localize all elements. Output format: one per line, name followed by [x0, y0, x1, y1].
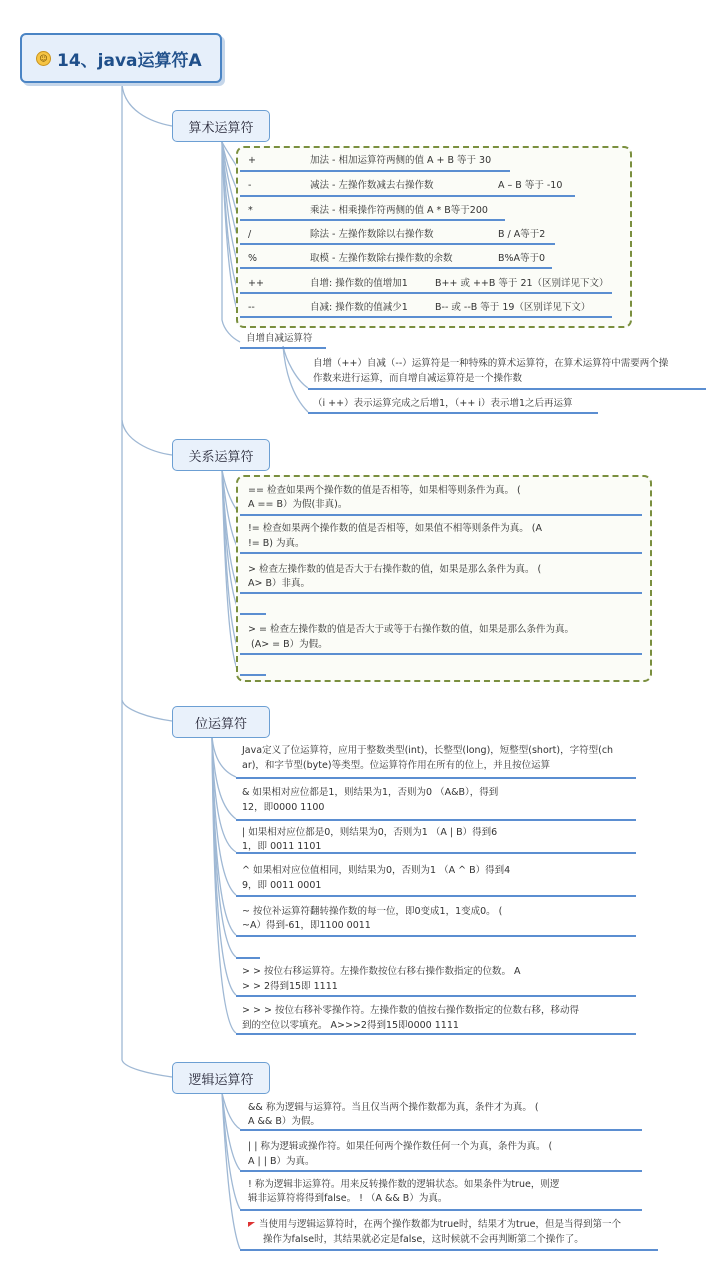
operator-symbol: % [248, 253, 258, 264]
logic-row-line1[interactable]: && 称为逻辑与运算符。当且仅当两个操作数都为真，条件才为真。 ( [248, 1102, 539, 1113]
operator-desc: 除法 - 左操作数除以右操作数 [310, 229, 434, 240]
bit-row-line2: 9，即 0011 0001 [242, 880, 322, 891]
logic-note-line1[interactable] [248, 1218, 621, 1232]
operator-symbol: + [248, 155, 256, 166]
arith-row[interactable] [248, 154, 491, 168]
operator-example: B++ 或 ++B 等于 21（区别详见下文） [435, 278, 609, 289]
logic-note-line2: 操作为false时，其结果就必定是false，这时候就不会再判断第二个操作了。 [263, 1234, 584, 1245]
operator-desc: 自减: 操作数的值减少1 [310, 302, 408, 313]
bit-row-line2: 到的空位以零填充。 A>>>2得到15即0000 1111 [242, 1020, 459, 1031]
red-flag-icon [248, 1222, 255, 1227]
operator-example: B-- 或 --B 等于 19（区别详见下文） [435, 302, 591, 313]
bit-row-line1[interactable]: & 如果相对应位都是1，则结果为1，否则为0 （A&B），得到 [242, 787, 499, 798]
relation-row-line2: A == B）为假(非真)。 [248, 499, 348, 510]
bit-row-line1[interactable]: ^ 如果相对应位值相同，则结果为0，否则为1 （A ^ B）得到4 [242, 865, 511, 876]
bit-row-line2: > > 2得到15即 1111 [242, 981, 338, 992]
bit-row-line1[interactable]: | 如果相对应位都是0，则结果为0，否则为1 （A | B）得到6 [242, 827, 498, 838]
relation-row-line1[interactable]: != 检查如果两个操作数的值是否相等，如果值不相等则条件为真。 (A [248, 523, 543, 534]
relation-row-line1[interactable]: == 检查如果两个操作数的值是否相等，如果相等则条件为真。 ( [248, 485, 521, 496]
logic-row-line1[interactable]: | | 称为逻辑或操作符。如果任何两个操作数任何一个为真，条件为真。 ( [248, 1141, 553, 1152]
incdec-label[interactable]: 自增自减运算符 [246, 333, 313, 344]
operator-desc: 减法 - 左操作数减去右操作数 [310, 180, 434, 191]
incdec-note: （i ++）表示运算完成之后增1，（++ i）表示增1之后再运算 [313, 398, 573, 409]
operator-example: A – B 等于 -10 [498, 180, 563, 191]
logic-row-line2: A && B）为假。 [248, 1116, 320, 1127]
operator-desc: 自增: 操作数的值增加1 [310, 278, 408, 289]
relation-row-line1[interactable]: > = 检查左操作数的值是否大于或等于右操作数的值，如果是那么条件为真。 [248, 624, 574, 635]
bit-intro-line2: ar)，和字节型(byte)等类型。位运算符作用在所有的位上，并且按位运算 [242, 760, 551, 771]
relation-row-line2: (A> = B）为假。 [251, 639, 328, 650]
operator-desc: 加法 - 相加运算符两侧的值 A + B 等于 30 [310, 155, 492, 166]
logic-note-text: 当使用与逻辑运算符时，在两个操作数都为true时，结果才为true，但是当得到第一个 [259, 1219, 621, 1230]
operator-symbol: - [248, 180, 252, 191]
operator-symbol: / [248, 229, 252, 240]
bit-row-line1[interactable]: ~ 按位补运算符翻转操作数的每一位，即0变成1，1变成0。 ( [242, 906, 503, 917]
operator-symbol: * [248, 205, 253, 216]
logic-row-line2: 辑非运算符将得到false。 ! （A && B）为真。 [248, 1193, 448, 1204]
operator-example: B%A等于0 [498, 253, 546, 264]
operator-symbol: ++ [248, 278, 264, 289]
incdec-desc-line1: 自增（++）自减（--）运算符是一种特殊的算术运算符，在算术运算符中需要两个操 [313, 358, 669, 369]
arith-row[interactable] [248, 228, 545, 242]
operator-desc: 取模 - 左操作数除右操作数的余数 [310, 253, 453, 264]
arith-row[interactable] [248, 204, 488, 218]
operator-desc: 乘法 - 相乘操作符两侧的值 A * B等于200 [310, 205, 488, 216]
topic-arithmetic[interactable]: 算术运算符 [172, 110, 270, 142]
logic-row-line2: A | | B）为真。 [248, 1156, 315, 1167]
relation-row-line1[interactable]: > 检查左操作数的值是否大于右操作数的值，如果是那么条件为真。 ( [248, 564, 542, 575]
arith-row[interactable] [248, 301, 590, 315]
topic-relational[interactable]: 关系运算符 [172, 439, 270, 471]
relation-row-line2: A> B）非真。 [248, 578, 310, 589]
smiley-icon: ☺ [36, 51, 51, 66]
topic-bitwise[interactable]: 位运算符 [172, 706, 270, 738]
arith-row[interactable] [248, 252, 545, 266]
operator-example: B / A等于2 [498, 229, 546, 240]
bit-row-line2: ~A）得到-61，即1100 0011 [242, 920, 371, 931]
root-topic[interactable] [20, 33, 222, 83]
logic-row-line1[interactable]: ! 称为逻辑非运算符。用来反转操作数的逻辑状态。如果条件为true，则逻 [248, 1179, 560, 1190]
operator-symbol: -- [248, 302, 255, 313]
bit-intro-line1[interactable]: Java定义了位运算符，应用于整数类型(int)，长整型(long)，短整型(short)，字符型(ch [242, 745, 614, 756]
incdec-desc-line2: 作数来进行运算，而自增自减运算符是一个操作数 [313, 373, 523, 384]
relation-row-line2: != B) 为真。 [248, 538, 305, 549]
root-title: 14、java运算符A [57, 50, 202, 71]
bit-row-line2: 12，即0000 1100 [242, 802, 325, 813]
bit-row-line1[interactable]: > > > 按位右移补零操作符。左操作数的值按右操作数指定的位数右移，移动得 [242, 1005, 579, 1016]
arith-row[interactable] [248, 179, 562, 193]
bit-row-line1[interactable]: > > 按位右移运算符。左操作数按位右移右操作数指定的位数。 A [242, 966, 521, 977]
bit-row-line2: 1，即 0011 1101 [242, 841, 322, 852]
topic-logical[interactable]: 逻辑运算符 [172, 1062, 270, 1094]
arith-row[interactable] [248, 277, 609, 291]
